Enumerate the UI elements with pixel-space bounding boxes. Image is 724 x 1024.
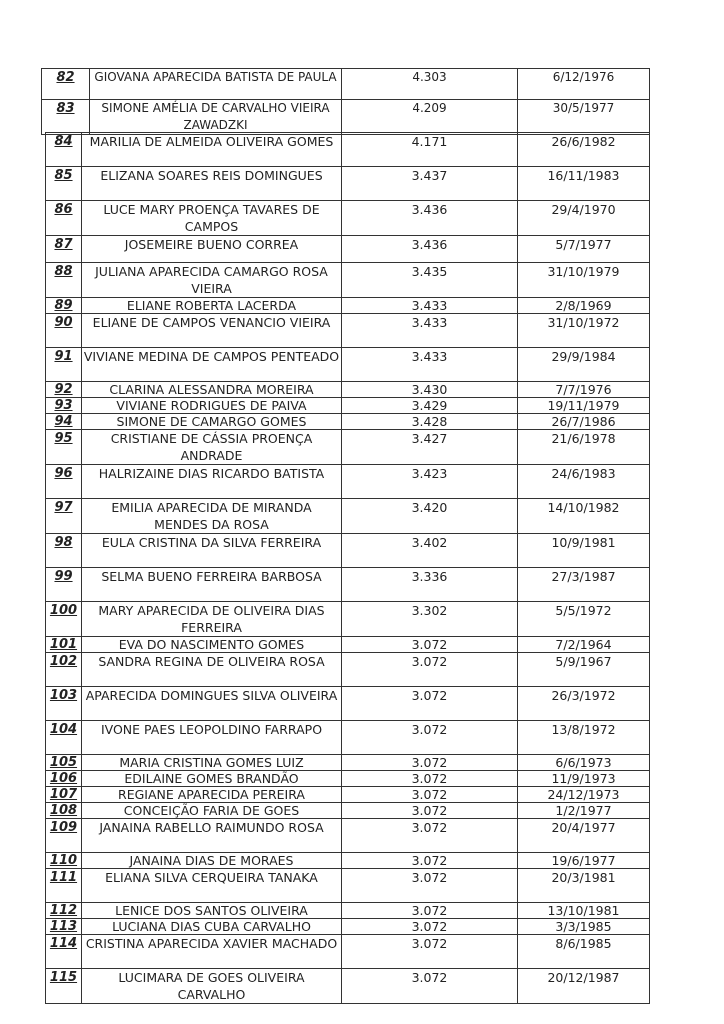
- rank-number: 82: [42, 69, 90, 100]
- birth-date: 6/6/1973: [518, 755, 650, 771]
- table-row: [46, 298, 650, 314]
- score-value: 3.072: [342, 903, 518, 919]
- table-row: [46, 382, 650, 398]
- rank-number: 93: [46, 398, 82, 414]
- rank-number: 113: [46, 919, 82, 935]
- rank-number: 109: [46, 819, 82, 853]
- table-row: [46, 687, 650, 721]
- rank-number: 84: [46, 133, 82, 167]
- candidate-name: MARIA CRISTINA GOMES LUIZ: [82, 755, 342, 771]
- score-value: 3.072: [342, 787, 518, 803]
- rank-number: 114: [46, 935, 82, 969]
- score-value: 3.072: [342, 969, 518, 1004]
- score-value: 3.436: [342, 201, 518, 236]
- candidate-name: REGIANE APARECIDA PEREIRA: [82, 787, 342, 803]
- rank-number: 89: [46, 298, 82, 314]
- candidate-name: EULA CRISTINA DA SILVA FERREIRA: [82, 534, 342, 568]
- birth-date: 26/7/1986: [518, 414, 650, 430]
- birth-date: 29/4/1970: [518, 201, 650, 236]
- table-row: [46, 568, 650, 602]
- rank-number: 100: [46, 602, 82, 637]
- birth-date: 11/9/1973: [518, 771, 650, 787]
- rank-number: 103: [46, 687, 82, 721]
- rank-number: 86: [46, 201, 82, 236]
- table-row: [46, 653, 650, 687]
- rank-number: 111: [46, 869, 82, 903]
- score-value: 4.303: [342, 69, 518, 100]
- candidate-name: SELMA BUENO FERREIRA BARBOSA: [82, 568, 342, 602]
- birth-date: 14/10/1982: [518, 499, 650, 534]
- rank-number: 104: [46, 721, 82, 755]
- birth-date: 20/3/1981: [518, 869, 650, 903]
- rank-number: 105: [46, 755, 82, 771]
- table-row: [46, 534, 650, 568]
- birth-date: 19/6/1977: [518, 853, 650, 869]
- score-value: 3.423: [342, 465, 518, 499]
- table-row: [46, 430, 650, 465]
- candidate-name: LENICE DOS SANTOS OLIVEIRA: [82, 903, 342, 919]
- table-row: [46, 263, 650, 298]
- table-row: [46, 771, 650, 787]
- score-value: 3.072: [342, 687, 518, 721]
- rank-number: 99: [46, 568, 82, 602]
- table-row: [42, 100, 650, 135]
- rank-number: 92: [46, 382, 82, 398]
- score-value: 3.430: [342, 382, 518, 398]
- table-row: [46, 721, 650, 755]
- table-row: [46, 637, 650, 653]
- table-row: [46, 602, 650, 637]
- rank-number: 98: [46, 534, 82, 568]
- rank-number: 85: [46, 167, 82, 201]
- birth-date: 5/5/1972: [518, 602, 650, 637]
- table-row: [46, 755, 650, 771]
- birth-date: 1/2/1977: [518, 803, 650, 819]
- rank-number: 106: [46, 771, 82, 787]
- candidate-name: GIOVANA APARECIDA BATISTA DE PAULA: [90, 69, 342, 100]
- candidate-name: EDILAINE GOMES BRANDÃO: [82, 771, 342, 787]
- rank-number: 108: [46, 803, 82, 819]
- rank-number: 96: [46, 465, 82, 499]
- table-row: [46, 398, 650, 414]
- birth-date: 13/10/1981: [518, 903, 650, 919]
- score-value: 3.302: [342, 602, 518, 637]
- birth-date: 3/3/1985: [518, 919, 650, 935]
- rank-number: 88: [46, 263, 82, 298]
- candidate-name: SANDRA REGINA DE OLIVEIRA ROSA: [82, 653, 342, 687]
- table-row: [46, 803, 650, 819]
- rank-number: 107: [46, 787, 82, 803]
- score-value: 3.435: [342, 263, 518, 298]
- birth-date: 10/9/1981: [518, 534, 650, 568]
- table-row: [46, 314, 650, 348]
- birth-date: 26/6/1982: [518, 133, 650, 167]
- table-row: [46, 414, 650, 430]
- score-value: 3.433: [342, 298, 518, 314]
- score-value: 3.072: [342, 721, 518, 755]
- score-value: 3.428: [342, 414, 518, 430]
- table-row: [46, 903, 650, 919]
- score-value: 3.436: [342, 236, 518, 263]
- score-value: 3.072: [342, 637, 518, 653]
- score-value: 3.072: [342, 935, 518, 969]
- score-value: 3.072: [342, 803, 518, 819]
- table-row: [46, 236, 650, 263]
- birth-date: 24/6/1983: [518, 465, 650, 499]
- birth-date: 27/3/1987: [518, 568, 650, 602]
- candidate-name: EMILIA APARECIDA DE MIRANDA MENDES DA ROSA: [82, 499, 342, 534]
- rank-number: 95: [46, 430, 82, 465]
- birth-date: 20/12/1987: [518, 969, 650, 1004]
- birth-date: 6/12/1976: [518, 69, 650, 100]
- candidate-name: LUCE MARY PROENÇA TAVARES DE CAMPOS: [82, 201, 342, 236]
- table-row: [46, 969, 650, 1004]
- candidate-name: VIVIANE MEDINA DE CAMPOS PENTEADO: [82, 348, 342, 382]
- candidate-name: VIVIANE RODRIGUES DE PAIVA: [82, 398, 342, 414]
- score-value: 3.420: [342, 499, 518, 534]
- birth-date: 7/7/1976: [518, 382, 650, 398]
- score-value: 4.171: [342, 133, 518, 167]
- rank-number: 112: [46, 903, 82, 919]
- birth-date: 8/6/1985: [518, 935, 650, 969]
- rank-number: 90: [46, 314, 82, 348]
- birth-date: 26/3/1972: [518, 687, 650, 721]
- score-value: 3.072: [342, 819, 518, 853]
- rank-number: 102: [46, 653, 82, 687]
- birth-date: 5/7/1977: [518, 236, 650, 263]
- table-row: [46, 465, 650, 499]
- birth-date: 16/11/1983: [518, 167, 650, 201]
- candidate-name: EVA DO NASCIMENTO GOMES: [82, 637, 342, 653]
- candidate-name: ELIANE DE CAMPOS VENANCIO VIEIRA: [82, 314, 342, 348]
- score-value: 3.072: [342, 853, 518, 869]
- score-value: 3.437: [342, 167, 518, 201]
- birth-date: 31/10/1972: [518, 314, 650, 348]
- birth-date: 2/8/1969: [518, 298, 650, 314]
- score-value: 3.427: [342, 430, 518, 465]
- candidate-name: LUCIMARA DE GOES OLIVEIRA CARVALHO: [82, 969, 342, 1004]
- candidate-name: SIMONE DE CAMARGO GOMES: [82, 414, 342, 430]
- score-value: 3.072: [342, 771, 518, 787]
- table-row: [46, 499, 650, 534]
- candidate-name: LUCIANA DIAS CUBA CARVALHO: [82, 919, 342, 935]
- table-row: [46, 133, 650, 167]
- table-row: [46, 819, 650, 853]
- candidate-name: HALRIZAINE DIAS RICARDO BATISTA: [82, 465, 342, 499]
- rank-number: 110: [46, 853, 82, 869]
- score-value: 3.072: [342, 755, 518, 771]
- table-row: [46, 348, 650, 382]
- birth-date: 7/2/1964: [518, 637, 650, 653]
- score-value: 3.433: [342, 314, 518, 348]
- candidate-name: CRISTIANE DE CÁSSIA PROENÇA ANDRADE: [82, 430, 342, 465]
- rank-number: 101: [46, 637, 82, 653]
- candidate-name: MARILIA DE ALMEIDA OLIVEIRA GOMES: [82, 133, 342, 167]
- table-row: [46, 919, 650, 935]
- candidate-name: ELIZANA SOARES REIS DOMINGUES: [82, 167, 342, 201]
- score-value: 3.072: [342, 653, 518, 687]
- rank-number: 91: [46, 348, 82, 382]
- table-row: [46, 201, 650, 236]
- birth-date: 13/8/1972: [518, 721, 650, 755]
- birth-date: 5/9/1967: [518, 653, 650, 687]
- candidate-name: JULIANA APARECIDA CAMARGO ROSA VIEIRA: [82, 263, 342, 298]
- birth-date: 20/4/1977: [518, 819, 650, 853]
- table-row: [46, 869, 650, 903]
- rank-number: 83: [42, 100, 90, 135]
- rank-number: 87: [46, 236, 82, 263]
- rank-number: 94: [46, 414, 82, 430]
- score-value: 3.072: [342, 869, 518, 903]
- candidate-name: APARECIDA DOMINGUES SILVA OLIVEIRA: [82, 687, 342, 721]
- ranking-table-main: [45, 132, 650, 1004]
- score-value: 3.429: [342, 398, 518, 414]
- candidate-name: JANAINA RABELLO RAIMUNDO ROSA: [82, 819, 342, 853]
- table-row: [42, 69, 650, 100]
- candidate-name: IVONE PAES LEOPOLDINO FARRAPO: [82, 721, 342, 755]
- score-value: 3.072: [342, 919, 518, 935]
- score-value: 4.209: [342, 100, 518, 135]
- birth-date: 21/6/1978: [518, 430, 650, 465]
- score-value: 3.433: [342, 348, 518, 382]
- birth-date: 24/12/1973: [518, 787, 650, 803]
- ranking-table-top: [41, 68, 650, 135]
- rank-number: 97: [46, 499, 82, 534]
- candidate-name: CRISTINA APARECIDA XAVIER MACHADO: [82, 935, 342, 969]
- birth-date: 29/9/1984: [518, 348, 650, 382]
- birth-date: 30/5/1977: [518, 100, 650, 135]
- birth-date: 19/11/1979: [518, 398, 650, 414]
- candidate-name: JOSEMEIRE BUENO CORREA: [82, 236, 342, 263]
- candidate-name: ELIANE ROBERTA LACERDA: [82, 298, 342, 314]
- table-row: [46, 167, 650, 201]
- score-value: 3.402: [342, 534, 518, 568]
- birth-date: 31/10/1979: [518, 263, 650, 298]
- table-row: [46, 935, 650, 969]
- candidate-name: ELIANA SILVA CERQUEIRA TANAKA: [82, 869, 342, 903]
- table-row: [46, 853, 650, 869]
- table-row: [46, 787, 650, 803]
- candidate-name: SIMONE AMÉLIA DE CARVALHO VIEIRA ZAWADZKI: [90, 100, 342, 135]
- candidate-name: CLARINA ALESSANDRA MOREIRA: [82, 382, 342, 398]
- candidate-name: MARY APARECIDA DE OLIVEIRA DIAS FERREIRA: [82, 602, 342, 637]
- score-value: 3.336: [342, 568, 518, 602]
- candidate-name: JANAINA DIAS DE MORAES: [82, 853, 342, 869]
- rank-number: 115: [46, 969, 82, 1004]
- candidate-name: CONCEIÇÃO FARIA DE GOES: [82, 803, 342, 819]
